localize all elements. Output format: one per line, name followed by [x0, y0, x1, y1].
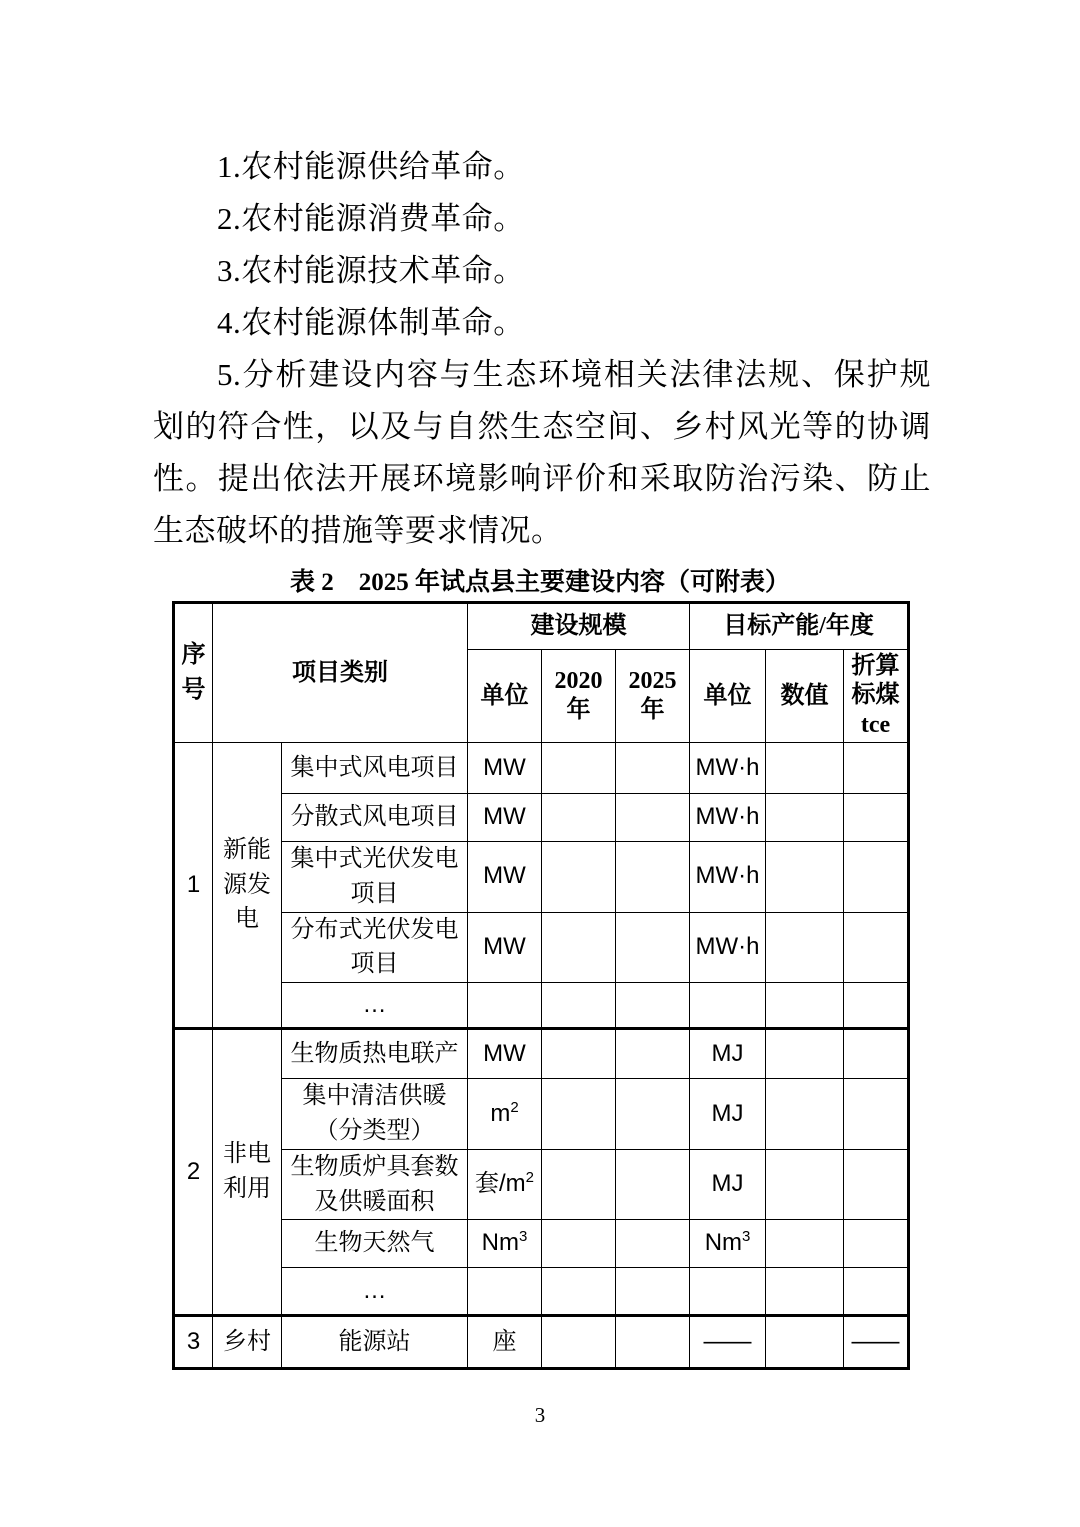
value-2025-cell: [616, 842, 690, 913]
coal-equivalent-cell: [844, 743, 909, 794]
target-value-cell: [766, 1316, 844, 1369]
list-item-1: 1.农村能源供给革命。: [217, 149, 525, 184]
coal-equivalent-cell: [844, 1220, 909, 1268]
row-index-cell: 3: [174, 1316, 213, 1369]
project-name-cell: 生物天然气: [282, 1220, 468, 1268]
scale-unit-cell: MW: [468, 1029, 542, 1079]
row-index-cell: 1: [174, 743, 213, 1029]
value-2020-cell: [542, 1316, 616, 1369]
value-2025-cell: [616, 1220, 690, 1268]
table-caption: 表 2 2025 年试点县主要建设内容（可附表）: [289, 569, 790, 596]
target-unit-cell: MJ: [690, 1079, 766, 1150]
row-index-cell: 2: [174, 1029, 213, 1316]
category-cell: 乡村: [213, 1316, 282, 1369]
coal-equivalent-cell: [844, 983, 909, 1029]
value-2025-cell: [616, 912, 690, 983]
scale-unit-cell: 套$/m^2$: [468, 1149, 542, 1220]
list-item-2: 2.农村能源消费革命。: [217, 201, 525, 236]
project-name-cell: 生物质热电联产: [282, 1029, 468, 1079]
header-target-group: 目标产能/年度: [690, 603, 909, 650]
target-unit-cell: ——: [690, 1316, 766, 1369]
header-scale-group: 建设规模: [468, 603, 690, 650]
project-name-cell: 分散式风电项目: [282, 794, 468, 842]
value-2020-cell: [542, 842, 616, 913]
target-unit-cell: MW·h: [690, 743, 766, 794]
coal-equivalent-cell: [844, 1149, 909, 1220]
body-text: [153, 141, 931, 557]
list-item-4: 4.农村能源体制革命。: [217, 305, 525, 340]
header-coal-equivalent: 折算标煤 tce: [844, 650, 909, 743]
value-2020-cell: [542, 1079, 616, 1150]
target-value-cell: [766, 1268, 844, 1316]
category-cell: 新能源发电: [213, 743, 282, 1029]
header-target-value: 数值: [766, 650, 844, 743]
target-value-cell: [766, 1029, 844, 1079]
project-name-cell: 集中清洁供暖（分类型）: [282, 1079, 468, 1150]
target-value-cell: [766, 912, 844, 983]
category-cell: 非电利用: [213, 1029, 282, 1316]
value-2025-cell: [616, 1029, 690, 1079]
value-2020-cell: [542, 983, 616, 1029]
scale-unit-cell: MW: [468, 842, 542, 913]
scale-unit-cell: 座: [468, 1316, 542, 1369]
header-category: 项目类别: [213, 603, 468, 743]
target-value-cell: [766, 983, 844, 1029]
target-unit-cell: Nm$^3$: [690, 1220, 766, 1268]
scale-unit-cell: MW: [468, 743, 542, 794]
target-unit-cell: MJ: [690, 1029, 766, 1079]
target-value-cell: [766, 842, 844, 913]
value-2025-cell: [616, 1149, 690, 1220]
header-year-2025: 2025 年: [616, 650, 690, 743]
coal-equivalent-cell: [844, 1029, 909, 1079]
construction-content-table: [172, 601, 910, 1370]
target-unit-cell: [690, 983, 766, 1029]
value-2020-cell: [542, 912, 616, 983]
header-scale-unit: 单位: [468, 650, 542, 743]
scale-unit-cell: Nm$^3$: [468, 1220, 542, 1268]
project-name-cell: 集中式光伏发电项目: [282, 842, 468, 913]
project-name-cell: 集中式风电项目: [282, 743, 468, 794]
scale-unit-cell: [468, 1268, 542, 1316]
target-value-cell: [766, 743, 844, 794]
list-item-3: 3.农村能源技术革命。: [217, 253, 525, 288]
value-2025-cell: [616, 1079, 690, 1150]
coal-equivalent-cell: [844, 1079, 909, 1150]
value-2025-cell: [616, 743, 690, 794]
scale-unit-cell: MW: [468, 794, 542, 842]
coal-equivalent-cell: [844, 1268, 909, 1316]
project-name-cell: 生物质炉具套数及供暖面积: [282, 1149, 468, 1220]
target-value-cell: [766, 1149, 844, 1220]
target-unit-cell: MW·h: [690, 912, 766, 983]
value-2025-cell: [616, 1268, 690, 1316]
coal-equivalent-cell: [844, 912, 909, 983]
scale-unit-cell: MW: [468, 912, 542, 983]
target-value-cell: [766, 1079, 844, 1150]
value-2020-cell: [542, 1268, 616, 1316]
project-name-cell: 能源站: [282, 1316, 468, 1369]
project-name-cell: …: [282, 983, 468, 1029]
header-target-unit: 单位: [690, 650, 766, 743]
value-2020-cell: [542, 743, 616, 794]
value-2020-cell: [542, 794, 616, 842]
header-year-2020: 2020 年: [542, 650, 616, 743]
paragraph-5: 5.分析建设内容与生态环境相关法律法规、保护规划的符合性，以及与自然生态空间、乡村风光等的协调性。提出依法开展环境影响评价和采取防治污染、防止生态破坏的措施等要求情况。: [153, 357, 931, 548]
target-unit-cell: [690, 1268, 766, 1316]
target-value-cell: [766, 794, 844, 842]
target-unit-cell: MW·h: [690, 842, 766, 913]
target-unit-cell: MW·h: [690, 794, 766, 842]
target-unit-cell: MJ: [690, 1149, 766, 1220]
value-2025-cell: [616, 1316, 690, 1369]
scale-unit-cell: $m^2$: [468, 1079, 542, 1150]
header-index: 序号: [174, 603, 213, 743]
value-2025-cell: [616, 983, 690, 1029]
value-2020-cell: [542, 1149, 616, 1220]
coal-equivalent-cell: [844, 842, 909, 913]
coal-equivalent-cell: [844, 794, 909, 842]
coal-equivalent-cell: ——: [844, 1316, 909, 1369]
project-name-cell: 分布式光伏发电项目: [282, 912, 468, 983]
scale-unit-cell: [468, 983, 542, 1029]
page-number: 3: [534, 1403, 546, 1427]
value-2025-cell: [616, 794, 690, 842]
target-value-cell: [766, 1220, 844, 1268]
value-2020-cell: [542, 1029, 616, 1079]
value-2020-cell: [542, 1220, 616, 1268]
project-name-cell: …: [282, 1268, 468, 1316]
